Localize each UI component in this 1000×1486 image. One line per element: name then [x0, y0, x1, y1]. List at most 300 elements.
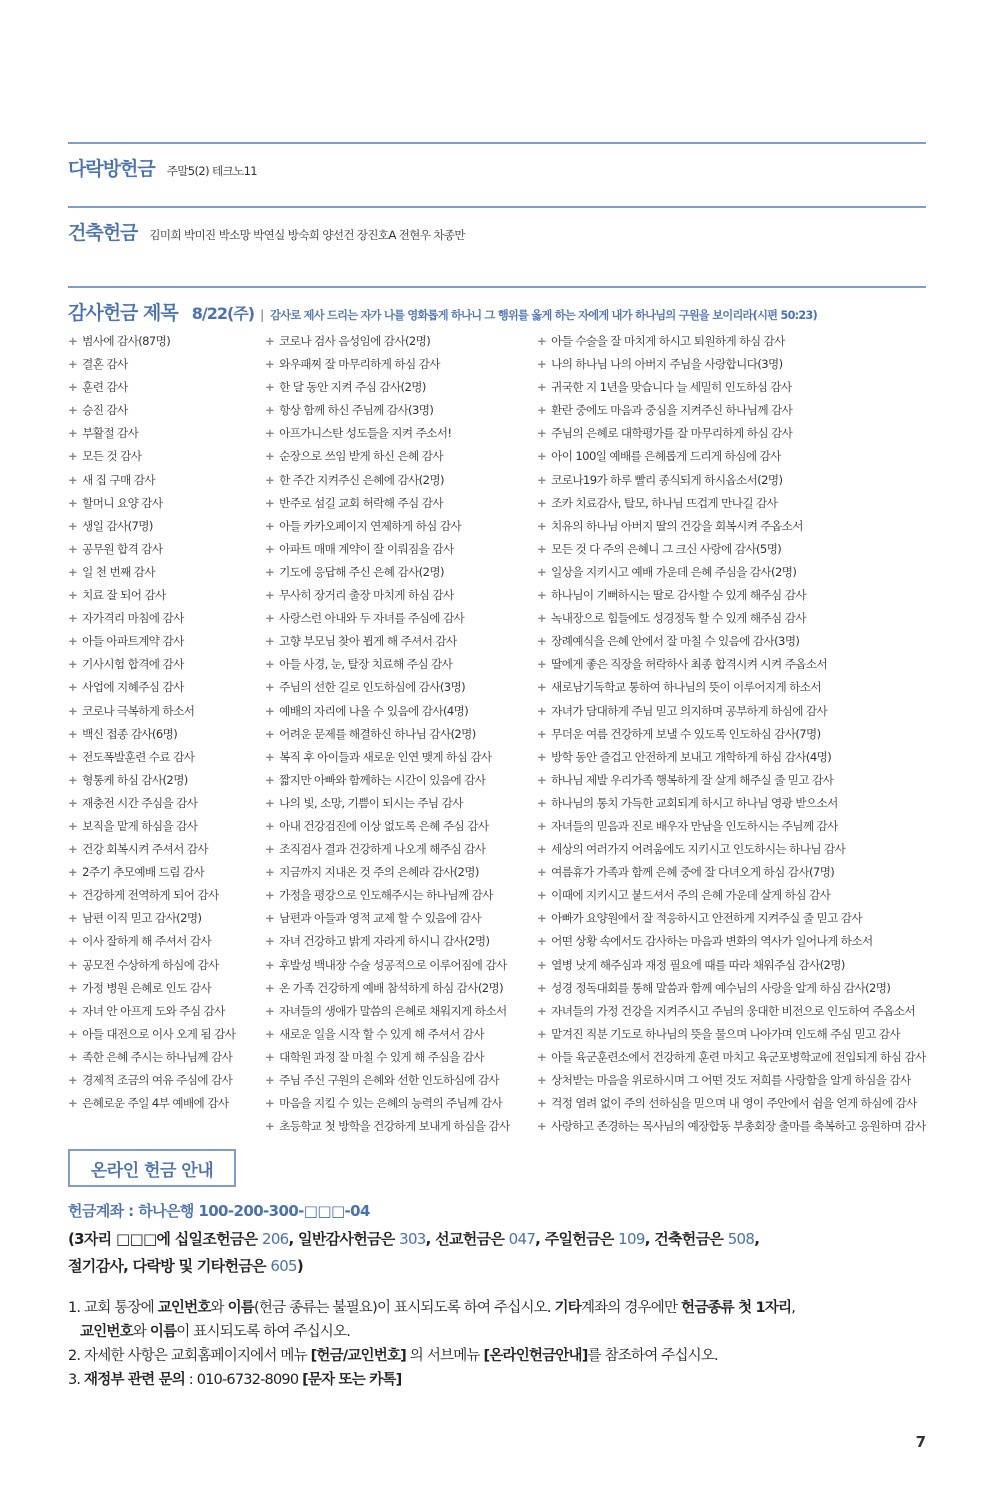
other-code: 605 [270, 1257, 297, 1275]
mission-code: 047 [508, 1230, 536, 1248]
thanks-item [265, 538, 537, 561]
plus-icon: + [265, 518, 275, 533]
thanks-item [537, 492, 928, 515]
note-text: , [791, 1300, 796, 1316]
plus-icon: + [68, 842, 78, 857]
note-text: 2. 자세한 사항은 교회홈페이지에서 메뉴 [68, 1348, 311, 1364]
plus-icon: + [265, 703, 275, 718]
plus-icon: + [68, 634, 78, 649]
thanks-item-text: 가정을 평강으로 인도해주시는 하나님께 감사 [279, 888, 493, 903]
thanks-item-text: 코로나19가 하루 빨리 종식되게 하시옵소서(2명) [551, 472, 783, 487]
plus-icon: + [537, 541, 547, 556]
plus-icon: + [537, 472, 547, 487]
thanks-item-text: 기사시험 합격에 감사 [82, 657, 184, 672]
building-names: 김미희 박미진 박소망 박연실 방숙희 양선건 장진호A 전현우 차종만 [149, 228, 465, 242]
thanks-item-text: 전도폭발훈련 수료 감사 [82, 749, 195, 764]
plus-icon: + [537, 980, 547, 995]
plus-icon: + [265, 588, 275, 603]
thanks-item [68, 792, 265, 815]
plus-icon: + [68, 934, 78, 949]
plus-icon: + [537, 634, 547, 649]
plus-icon: + [68, 865, 78, 880]
plus-icon: + [265, 380, 275, 395]
thanks-item [265, 630, 537, 653]
thanks-item [265, 1092, 537, 1115]
thanks-item [537, 469, 928, 492]
thanks-item-text: 새로남기독학교 통하여 하나님의 뜻이 이루어지게 하소서 [551, 680, 821, 695]
thanks-item-text: 백신 접종 감사(6명) [82, 726, 178, 741]
plus-icon: + [265, 888, 275, 903]
thanks-item [68, 469, 265, 492]
thanks-item-text: 사랑하고 존경하는 목사님의 예장합동 부총회장 출마를 축복하고 응원하며 감사 [551, 1119, 926, 1134]
thanks-item-text: 고향 부모님 찾아 뵙게 해 주셔서 감사 [279, 634, 457, 649]
plus-icon: + [537, 842, 547, 857]
plus-icon: + [68, 1026, 78, 1041]
plus-icon: + [537, 957, 547, 972]
thanks-item [265, 930, 537, 953]
thanks-item [68, 1092, 265, 1115]
note-bold: [문자 또는 카톡] [302, 1372, 402, 1388]
thanks-item-text: 건강 회복시켜 주셔서 감사 [82, 842, 208, 857]
plus-icon: + [68, 703, 78, 718]
thanks-item [68, 630, 265, 653]
thanks-item-text: 녹내장으로 힘들에도 성경정독 할 수 있게 해주심 감사 [551, 611, 806, 626]
note-text: 계좌의 경우에만 [580, 1300, 682, 1316]
thanks-item-text: 결혼 감사 [82, 357, 128, 372]
thanks-item-text: 방학 동안 즐겁고 안전하게 보내고 개학하게 하심 감사(4명) [551, 749, 832, 764]
thanks-item-text: 초등학교 첫 방학을 건강하게 보내게 하심을 감사 [279, 1119, 510, 1134]
plus-icon: + [68, 1049, 78, 1064]
thanks-item-text: 코로나 극복하게 하소서 [82, 703, 195, 718]
thanks-item-text: 이때에 지키시고 붙드셔서 주의 은혜 가운데 살게 하심 감사 [551, 888, 831, 903]
plus-icon: + [265, 449, 275, 464]
thanks-item [68, 838, 265, 861]
plus-icon: + [537, 1049, 547, 1064]
plus-icon: + [537, 518, 547, 533]
thanks-item [537, 977, 928, 1000]
plus-icon: + [265, 957, 275, 972]
thanks-item [265, 746, 537, 769]
plus-icon: + [265, 1073, 275, 1087]
thanks-item-text: 나의 하나님 나의 아버지 주님을 사랑합니다(3명) [551, 357, 783, 372]
thanks-item-text: 치유의 하나님 아버지 딸의 건강을 회복시켜 주옵소서 [551, 518, 803, 533]
thanks-item [265, 515, 537, 538]
thanks-item-text: 건강하게 전역하게 되어 감사 [82, 888, 219, 903]
thanks-item-text: 공모전 수상하게 하심에 감사 [82, 957, 219, 972]
thanks-item-text: 자녀들의 믿음과 진로 배우자 만남을 인도하시는 주님께 감사 [551, 818, 838, 833]
thanks-item-text: 자녀가 담대하게 주님 믿고 의지하며 공부하게 하심에 감사 [551, 703, 828, 718]
note-text: 3. [68, 1372, 85, 1388]
thanks-item [68, 700, 265, 723]
thanks-item [265, 1046, 537, 1069]
thanks-item-text: 할머니 요양 감사 [82, 495, 163, 510]
plus-icon: + [68, 588, 78, 603]
thanks-title: 감사헌금 제목 [68, 302, 178, 324]
plus-icon: + [537, 1026, 547, 1041]
thanks-item-text: 귀국한 지 1년을 맞습니다 늘 세밀히 인도하심 감사 [551, 380, 792, 395]
plus-icon: + [68, 911, 78, 926]
thanks-item [68, 907, 265, 930]
plus-icon: + [265, 357, 275, 372]
plus-icon: + [537, 911, 547, 926]
thanks-item [265, 330, 537, 353]
plus-icon: + [68, 980, 78, 995]
thanks-item [68, 861, 265, 884]
codes-text: ) [296, 1257, 304, 1275]
thanks-item-text: 마음을 지킬 수 있는 은혜의 능력의 주님께 감사 [279, 1096, 503, 1111]
thanks-item [537, 1046, 928, 1069]
thanks-item-text: 경제적 조금의 여유 주심에 감사 [82, 1073, 233, 1087]
thanks-item-text: 사업에 지혜주심 감사 [82, 680, 184, 695]
plus-icon: + [265, 1003, 275, 1018]
thanks-item-text: 온 가족 건강하게 예배 참석하게 하심 감사(2명) [279, 980, 504, 995]
thanks-item-text: 아들 대전으로 이사 오게 됨 감사 [82, 1026, 236, 1041]
thanks-item [537, 815, 928, 838]
plus-icon: + [68, 611, 78, 626]
plus-icon: + [537, 334, 547, 348]
thanks-item-text: 공무원 합격 감사 [82, 541, 163, 556]
plus-icon: + [68, 403, 78, 418]
plus-icon: + [537, 380, 547, 395]
thanks-item-text: 모든 것 다 주의 은혜니 그 크신 사랑에 감사(5명) [551, 541, 782, 556]
note-text: 와 [210, 1300, 228, 1316]
thanks-item-text: 예배의 자리에 나올 수 있음에 감사(4명) [279, 703, 469, 718]
thanks-item [265, 607, 537, 630]
thanks-item [265, 469, 537, 492]
thanks-item-text: 승진 감사 [82, 403, 128, 418]
thanks-item [265, 1069, 537, 1092]
plus-icon: + [68, 657, 78, 672]
thanks-separator: | [260, 308, 265, 322]
thanks-item-text: 주님 주신 구원의 은혜와 선한 인도하심에 감사 [279, 1073, 500, 1087]
thanks-item [265, 422, 537, 445]
thanks-item [68, 492, 265, 515]
thanks-item [537, 1092, 928, 1115]
thanks-item-text: 후발성 백내장 수술 성공적으로 이루어짐에 감사 [279, 957, 507, 972]
thanks-item-text: 가정 병원 은혜로 인도 감사 [82, 980, 212, 995]
plus-icon: + [537, 1073, 547, 1087]
thanks-item-text: 무사히 장거리 출장 마치게 하심 감사 [279, 588, 454, 603]
plus-icon: + [68, 541, 78, 556]
plus-icon: + [68, 749, 78, 764]
plus-icon: + [537, 1119, 547, 1134]
thanks-item [68, 1023, 265, 1046]
thanks-item [537, 954, 928, 977]
thanks-item-text: 하나님 제발 우리가족 행복하게 잘 살게 해주실 줄 믿고 감사 [551, 772, 834, 787]
thanks-item [265, 1115, 537, 1138]
thanks-item-text: 하나님의 통치 가득한 교회되게 하시고 하나님 영광 받으소서 [551, 795, 838, 810]
thanks-item [537, 723, 928, 746]
thanks-item-text: 2주기 추모예배 드림 감사 [82, 865, 205, 880]
thanks-item [68, 353, 265, 376]
plus-icon: + [537, 611, 547, 626]
thanks-item [537, 838, 928, 861]
thanks-item [265, 700, 537, 723]
thanks-item [68, 515, 265, 538]
thanks-item-text: 형통케 하심 감사(2명) [82, 772, 188, 787]
plus-icon: + [265, 818, 275, 833]
thanks-item-text: 열병 낫게 해주심과 재정 필요에 때를 따라 채워주심 감사(2명) [551, 957, 845, 972]
thanks-item-text: 맡겨진 직분 기도로 하나님의 뜻을 물으며 나아가며 인도해 주심 믿고 감사 [551, 1026, 900, 1041]
thanks-item-text: 딸에게 좋은 직장을 허락하사 최종 합격시켜 시켜 주옵소서 [551, 657, 828, 672]
plus-icon: + [537, 426, 547, 441]
thanks-item-text: 장례예식을 은혜 안에서 잘 마칠 수 있음에 감사(3명) [551, 634, 800, 649]
thanks-item-text: 아들 육군훈련소에서 건강하게 훈련 마치고 육군포병학교에 전입되게 하심 감사 [551, 1049, 926, 1064]
plus-icon: + [265, 1026, 275, 1041]
thanks-item-text: 아이 100일 예배를 은혜롭게 드리게 하심에 감사 [551, 449, 781, 464]
thanks-item [537, 330, 928, 353]
online-offering-heading: 온라인 헌금 안내 [68, 1149, 236, 1187]
plus-icon: + [537, 680, 547, 695]
plus-icon: + [537, 749, 547, 764]
thanks-item-text: 아들 수술을 잘 마치게 하시고 퇴원하게 하심 감사 [551, 334, 785, 348]
thanks-item-text: 족한 은혜 주시는 하나님께 감사 [82, 1049, 233, 1064]
plus-icon: + [68, 564, 78, 579]
plus-icon: + [68, 426, 78, 441]
plus-icon: + [68, 449, 78, 464]
plus-icon: + [265, 657, 275, 672]
thanks-item [265, 907, 537, 930]
plus-icon: + [68, 957, 78, 972]
thanks-item-text: 범사에 감사(87명) [82, 334, 171, 348]
thanks-item-text: 기도에 응답해 주신 은혜 감사(2명) [279, 564, 444, 579]
offering-codes-line-2 [68, 1253, 928, 1280]
note-bold: 교인번호 [80, 1324, 133, 1340]
thanks-item [265, 653, 537, 676]
plus-icon: + [265, 911, 275, 926]
thanks-item [68, 1046, 265, 1069]
note-text: 이 표시되도록 하여 주십시오. [176, 1324, 351, 1340]
darakbang-title: 다락방헌금 [68, 158, 155, 180]
note-2 [68, 1344, 928, 1368]
thanks-item [68, 815, 265, 838]
thanks-item-text: 남편과 아들과 영적 교제 할 수 있음에 감사 [279, 911, 481, 926]
codes-text: (3자리 □□□에 십일조헌금은 [68, 1230, 262, 1248]
plus-icon: + [265, 726, 275, 741]
thanks-item [68, 769, 265, 792]
plus-icon: + [265, 980, 275, 995]
thanks-item [68, 1069, 265, 1092]
thanks-item [537, 930, 928, 953]
thanks-item-text: 아빠가 요양원에서 잘 적응하시고 안전하게 지켜주실 줄 믿고 감사 [551, 911, 862, 926]
thanks-item [265, 376, 537, 399]
thanks-item [537, 422, 928, 445]
offering-notes [68, 1296, 928, 1392]
thanks-item-text: 한 주간 지켜주신 은혜에 감사(2명) [279, 472, 444, 487]
plus-icon: + [68, 888, 78, 903]
thanks-item [537, 584, 928, 607]
note-text: 를 참조하여 주십시오. [587, 1348, 718, 1364]
thanks-item [68, 399, 265, 422]
thanks-column-3 [537, 330, 928, 1138]
thanks-item [265, 769, 537, 792]
thanks-item [537, 700, 928, 723]
codes-text: , 일반감사헌금은 [288, 1230, 400, 1248]
plus-icon: + [68, 334, 78, 348]
thanks-item-text: 자가격리 마침에 감사 [82, 611, 184, 626]
thanks-item [68, 584, 265, 607]
thanks-item [537, 515, 928, 538]
note-bold: [온라인헌금안내] [483, 1348, 588, 1364]
note-text: (헌금 종류는 불필요)이 표시되도록 하여 주십시오. [253, 1300, 555, 1316]
thanks-item [537, 884, 928, 907]
thanks-item [537, 676, 928, 699]
thanks-item-text: 주님의 선한 길로 인도하심에 감사(3명) [279, 680, 466, 695]
sunday-code: 109 [618, 1230, 645, 1248]
thanks-item-text: 은혜로운 주일 4부 예배에 감사 [82, 1096, 229, 1111]
thanks-item [265, 884, 537, 907]
note-bold: 헌금종류 첫 1자리 [681, 1300, 792, 1316]
thanks-item-text: 어떤 상황 속에서도 감사하는 마음과 변화의 역사가 일어나게 하소서 [551, 934, 873, 949]
plus-icon: + [537, 357, 547, 372]
note-text: 의 서브메뉴 [406, 1348, 484, 1364]
building-title: 건축헌금 [68, 222, 138, 244]
thanks-item-text: 생일 감사(7명) [82, 518, 153, 533]
plus-icon: + [68, 726, 78, 741]
plus-icon: + [68, 1096, 78, 1111]
thanks-item [537, 607, 928, 630]
thanks-item [537, 792, 928, 815]
thanks-item [537, 1069, 928, 1092]
thanks-item-text: 세상의 여러가지 어려움에도 지키시고 인도하시는 하나님 감사 [551, 842, 846, 857]
building-code: 508 [727, 1230, 755, 1248]
thanks-item-text: 여름휴가 가족과 함께 은혜 중에 잘 다녀오게 하심 감사(7명) [551, 865, 835, 880]
plus-icon: + [537, 1096, 547, 1111]
thanks-item-text: 항상 함께 하신 주님께 감사(3명) [279, 403, 434, 418]
thanks-item-text: 조직검사 결과 건강하게 나오게 해주심 감사 [279, 842, 486, 857]
codes-text: , 선교헌금은 [425, 1230, 509, 1248]
thanks-item-text: 환란 중에도 마음과 중심을 지켜주신 하나님께 감사 [551, 403, 793, 418]
plus-icon: + [265, 403, 275, 418]
plus-icon: + [537, 703, 547, 718]
note-bold: [헌금/교인번호] [310, 1348, 406, 1364]
thanks-item-text: 반주로 섬길 교회 허락해 주심 감사 [279, 495, 443, 510]
thanks-item [537, 353, 928, 376]
plus-icon: + [265, 1049, 275, 1064]
plus-icon: + [265, 842, 275, 857]
plus-icon: + [265, 495, 275, 510]
thanks-item [265, 399, 537, 422]
thanks-item [68, 884, 265, 907]
plus-icon: + [265, 334, 275, 348]
plus-icon: + [265, 426, 275, 441]
thanks-item-text: 일 천 번째 감사 [82, 564, 155, 579]
plus-icon: + [537, 495, 547, 510]
note-3 [68, 1368, 928, 1392]
thanks-item [68, 746, 265, 769]
thanks-item-text: 치료 잘 되어 감사 [82, 588, 166, 603]
plus-icon: + [68, 1003, 78, 1018]
plus-icon: + [68, 795, 78, 810]
thanks-item-text: 자녀 안 아프게 도와 주심 감사 [82, 1003, 225, 1018]
thanks-verse: 감사로 제사 드리는 자가 나를 영화롭게 하나니 그 행위를 옳게 하는 자에게 내가 하나님의 구원을 보이리라(시편 50:23) [270, 309, 818, 322]
thanks-item [68, 653, 265, 676]
offering-account: 헌금계좌 : 하나은행 100-200-300-□□□-04 [68, 1202, 370, 1220]
thanks-item-text: 새 집 구매 감사 [82, 472, 155, 487]
thanks-item-text: 재충전 시간 주심을 감사 [82, 795, 198, 810]
plus-icon: + [68, 380, 78, 395]
thanks-item-text: 아들 사경, 눈, 탈장 치료해 주심 감사 [279, 657, 453, 672]
thanks-item-text: 하나님이 기뻐하시는 딸로 감사할 수 있게 해주심 감사 [551, 588, 806, 603]
plus-icon: + [68, 772, 78, 787]
plus-icon: + [537, 934, 547, 949]
plus-icon: + [265, 865, 275, 880]
plus-icon: + [265, 1119, 275, 1134]
plus-icon: + [265, 1096, 275, 1111]
thanks-item-text: 나의 빛, 소망, 기쁨이 되시는 주님 감사 [279, 795, 463, 810]
thanks-item [265, 815, 537, 838]
thanks-item [537, 861, 928, 884]
thanks-item-text: 성경 정독대회를 통해 말씀과 함께 예수님의 사랑을 알게 하심 감사(2명) [551, 980, 891, 995]
thanks-item-text: 부활절 감사 [82, 426, 139, 441]
thanks-item [68, 445, 265, 468]
plus-icon: + [265, 680, 275, 695]
thanks-item [265, 561, 537, 584]
thanks-column-1 [68, 330, 265, 1138]
plus-icon: + [265, 564, 275, 579]
thanks-item [537, 399, 928, 422]
note-bold: 교인번호 [157, 1300, 211, 1316]
plus-icon: + [537, 449, 547, 464]
thanks-item [537, 445, 928, 468]
thanks-item-text: 어려운 문제를 해결하신 하나님 감사(2명) [279, 726, 476, 741]
thanks-item-text: 상처받는 마음을 위로하시며 그 어떤 것도 저희를 사랑함을 알게 하심을 감사 [551, 1073, 911, 1087]
plus-icon: + [265, 611, 275, 626]
darakbang-names: 주말5(2) 테크노11 [166, 164, 258, 178]
thanks-item [537, 630, 928, 653]
thanks-item [265, 861, 537, 884]
plus-icon: + [68, 680, 78, 695]
thanks-item [537, 538, 928, 561]
plus-icon: + [68, 472, 78, 487]
thanks-item [265, 1000, 537, 1023]
note-bold: 재정부 관련 문의 [84, 1372, 185, 1388]
thanks-item [537, 1000, 928, 1023]
thanks-item [68, 977, 265, 1000]
thanks-item-text: 대학원 과정 잘 마칠 수 있게 해 주심을 감사 [279, 1049, 485, 1064]
thanks-item-text: 일상을 지키시고 예배 가운데 은혜 주심을 감사(2명) [551, 564, 797, 579]
note-1 [68, 1296, 928, 1320]
offering-codes [68, 1226, 928, 1280]
thanks-column-2 [265, 330, 537, 1138]
thanks-item [537, 561, 928, 584]
note-text: 1. 교회 통장에 [68, 1300, 158, 1316]
plus-icon: + [537, 588, 547, 603]
thanks-item [68, 561, 265, 584]
thanks-item-text: 한 달 동안 지켜 주심 감사(2명) [279, 380, 426, 395]
note-bold: 이름 [149, 1324, 177, 1340]
thanks-item-text: 아프가니스탄 성도들을 지켜 주소서! [279, 426, 452, 441]
thanks-item [68, 376, 265, 399]
thanks-item-text: 지금까지 지내온 것 주의 은혜라 감사(2명) [279, 865, 479, 880]
plus-icon: + [537, 1003, 547, 1018]
thanks-item-text: 남편 이직 믿고 감사(2명) [82, 911, 202, 926]
plus-icon: + [265, 934, 275, 949]
thanks-item [537, 653, 928, 676]
thanks-item [537, 746, 928, 769]
thanks-item-text: 자녀들의 가정 건강을 지켜주시고 주님의 웅대한 비전으로 인도하여 주옵소서 [551, 1003, 915, 1018]
thanks-item-text: 사랑스런 아내와 두 자녀를 주심에 감사 [279, 611, 465, 626]
plus-icon: + [265, 472, 275, 487]
codes-text: , 주일헌금은 [535, 1230, 619, 1248]
plus-icon: + [68, 1073, 78, 1087]
plus-icon: + [537, 403, 547, 418]
thanks-item [265, 723, 537, 746]
thanks-item [537, 769, 928, 792]
thanks-item-text: 새로운 일을 시작 할 수 있게 해 주셔서 감사 [279, 1026, 485, 1041]
codes-text: , 건축헌금은 [644, 1230, 728, 1248]
plus-icon: + [265, 749, 275, 764]
